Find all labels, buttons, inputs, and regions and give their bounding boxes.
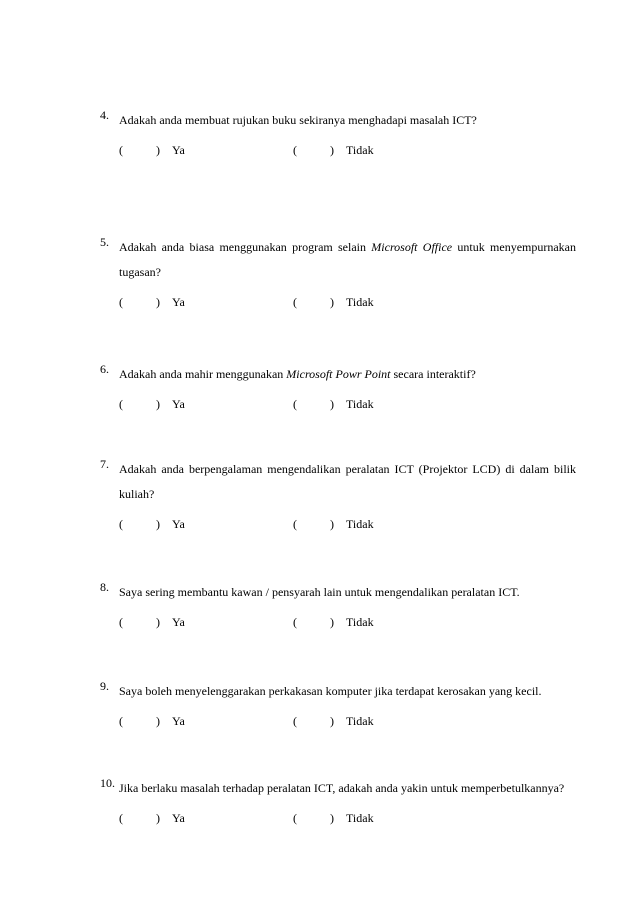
checkbox-close: ) bbox=[156, 517, 160, 531]
checkbox-close: ) bbox=[330, 615, 334, 629]
option-label: Ya bbox=[172, 295, 185, 309]
question-6 bbox=[100, 362, 576, 413]
question-number: 7. bbox=[100, 457, 109, 471]
checkbox-open: ( bbox=[293, 714, 297, 728]
checkbox-open: ( bbox=[293, 615, 297, 629]
question-8 bbox=[100, 580, 576, 631]
question-10 bbox=[100, 776, 576, 827]
question-9 bbox=[100, 679, 576, 730]
checkbox-close: ) bbox=[156, 811, 160, 825]
checkbox-open: ( bbox=[293, 517, 297, 531]
checkbox-close: ) bbox=[330, 714, 334, 728]
question-text: Adakah anda membuat rujukan buku sekiranya menghadapi masalah ICT? bbox=[119, 113, 477, 127]
question-number: 8. bbox=[100, 580, 109, 594]
checkbox-open: ( bbox=[119, 811, 123, 825]
option-label: Ya bbox=[172, 811, 185, 825]
checkbox-close: ) bbox=[330, 295, 334, 309]
question-text: Adakah anda berpengalaman mengendalikan peralatan ICT (Projektor LCD) di dalam bilik kuliah? bbox=[119, 462, 576, 501]
checkbox-open: ( bbox=[293, 143, 297, 157]
checkbox-close: ) bbox=[330, 811, 334, 825]
question-text: Saya boleh menyelenggarakan perkakasan komputer jika terdapat kerosakan yang kecil. bbox=[119, 684, 542, 698]
question-text-part: Adakah anda mahir menggunakan bbox=[119, 367, 284, 381]
question-number: 9. bbox=[100, 679, 109, 693]
option-label: Tidak bbox=[346, 397, 374, 411]
option-label: Ya bbox=[172, 615, 185, 629]
option-label: Ya bbox=[172, 143, 185, 157]
checkbox-open: ( bbox=[119, 517, 123, 531]
checkbox-open: ( bbox=[293, 397, 297, 411]
checkbox-close: ) bbox=[330, 397, 334, 411]
checkbox-close: ) bbox=[156, 615, 160, 629]
software-name: Microsoft Powr Point bbox=[286, 367, 391, 381]
option-label: Tidak bbox=[346, 517, 374, 531]
question-text: Jika berlaku masalah terhadap peralatan ICT, adakah anda yakin untuk memperbetulkannya? bbox=[119, 781, 565, 795]
option-label: Tidak bbox=[346, 295, 374, 309]
checkbox-open: ( bbox=[293, 811, 297, 825]
checkbox-open: ( bbox=[119, 615, 123, 629]
question-text: Saya sering membantu kawan / pensyarah lain untuk mengendalikan peralatan ICT. bbox=[119, 585, 520, 599]
question-number: 4. bbox=[100, 108, 109, 122]
option-label: Tidak bbox=[346, 615, 374, 629]
answer-options bbox=[119, 397, 576, 413]
software-name: Microsoft Office bbox=[371, 240, 453, 254]
option-label: Ya bbox=[172, 517, 185, 531]
answer-options bbox=[119, 143, 576, 159]
question-text bbox=[119, 235, 576, 285]
answer-options bbox=[119, 517, 576, 533]
option-label: Tidak bbox=[346, 143, 374, 157]
question-number: 10. bbox=[100, 776, 115, 790]
answer-options bbox=[119, 714, 576, 730]
checkbox-close: ) bbox=[156, 295, 160, 309]
checkbox-close: ) bbox=[156, 714, 160, 728]
question-text-part: untuk menyempurnakan tugasan? bbox=[119, 240, 577, 279]
question-text-part: Adakah anda biasa menggunakan program selain bbox=[119, 240, 366, 254]
option-label: Ya bbox=[172, 397, 185, 411]
checkbox-close: ) bbox=[156, 397, 160, 411]
option-label: Tidak bbox=[346, 714, 374, 728]
checkbox-open: ( bbox=[119, 397, 123, 411]
checkbox-close: ) bbox=[330, 143, 334, 157]
checkbox-open: ( bbox=[119, 295, 123, 309]
option-label: Ya bbox=[172, 714, 185, 728]
checkbox-open: ( bbox=[293, 295, 297, 309]
question-text bbox=[119, 362, 576, 387]
checkbox-close: ) bbox=[330, 517, 334, 531]
question-7 bbox=[100, 457, 576, 533]
answer-options bbox=[119, 295, 576, 311]
question-number: 6. bbox=[100, 362, 109, 376]
checkbox-close: ) bbox=[156, 143, 160, 157]
checkbox-open: ( bbox=[119, 143, 123, 157]
question-5 bbox=[100, 235, 576, 311]
checkbox-open: ( bbox=[119, 714, 123, 728]
question-text-part: secara interaktif? bbox=[393, 367, 476, 381]
option-label: Tidak bbox=[346, 811, 374, 825]
question-number: 5. bbox=[100, 235, 109, 249]
answer-options bbox=[119, 615, 576, 631]
answer-options bbox=[119, 811, 576, 827]
question-4 bbox=[100, 108, 576, 159]
